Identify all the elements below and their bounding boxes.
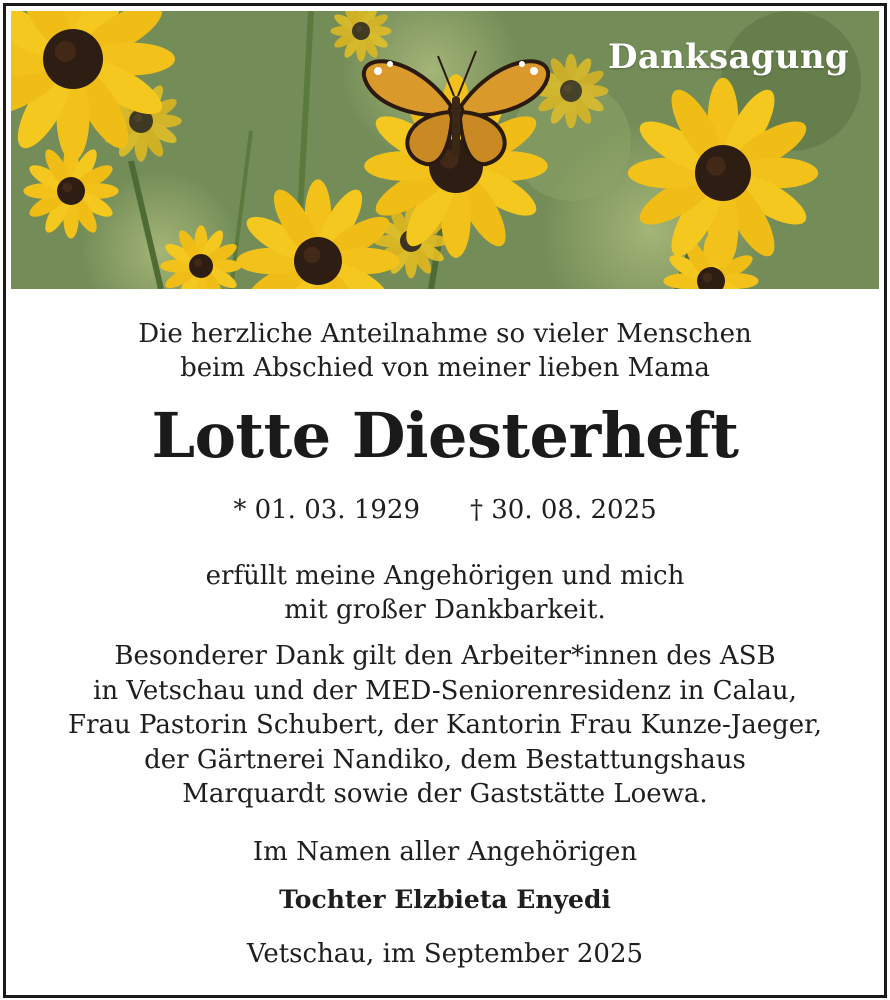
on-behalf-text: Im Namen aller Angehörigen xyxy=(252,837,638,867)
life-dates xyxy=(6,493,884,527)
intro-line: beim Abschied von meiner lieben Mama xyxy=(180,353,710,383)
place-date: Vetschau, im September 2025 xyxy=(246,939,644,969)
thanks-text xyxy=(6,639,884,812)
obituary-card xyxy=(3,3,887,998)
signer-name: Tochter Elzbieta Enyedi xyxy=(279,885,611,914)
banner-heading: Danksagung xyxy=(608,37,849,77)
thanks-line: der Gärtnerei Nandiko, dem Bestattungshaus xyxy=(144,744,746,775)
thanks-line: Besonderer Dank gilt den Arbeiter*innen des ASB xyxy=(114,641,776,671)
gratitude-text xyxy=(6,559,884,627)
gratitude-line: mit großer Dankbarkeit. xyxy=(284,595,606,625)
thanks-line: Marquardt sowie der Gaststätte Loewa. xyxy=(182,779,708,809)
death-date: † 30. 08. 2025 xyxy=(470,495,657,525)
intro-text xyxy=(6,317,884,385)
thanks-line: Frau Pastorin Schubert, der Kantorin Frau Kunze-Jaeger, xyxy=(68,710,822,740)
header-photo xyxy=(11,11,879,289)
thanks-line: in Vetschau und der MED-Seniorenresidenz in Calau, xyxy=(93,675,797,706)
gratitude-line: erfüllt meine Angehörigen und mich xyxy=(205,561,685,591)
birth-date: * 01. 03. 1929 xyxy=(233,495,420,525)
intro-line: Die herzliche Anteilnahme so vieler Menschen xyxy=(138,319,752,349)
deceased-name: Lotte Diesterheft xyxy=(151,399,739,472)
